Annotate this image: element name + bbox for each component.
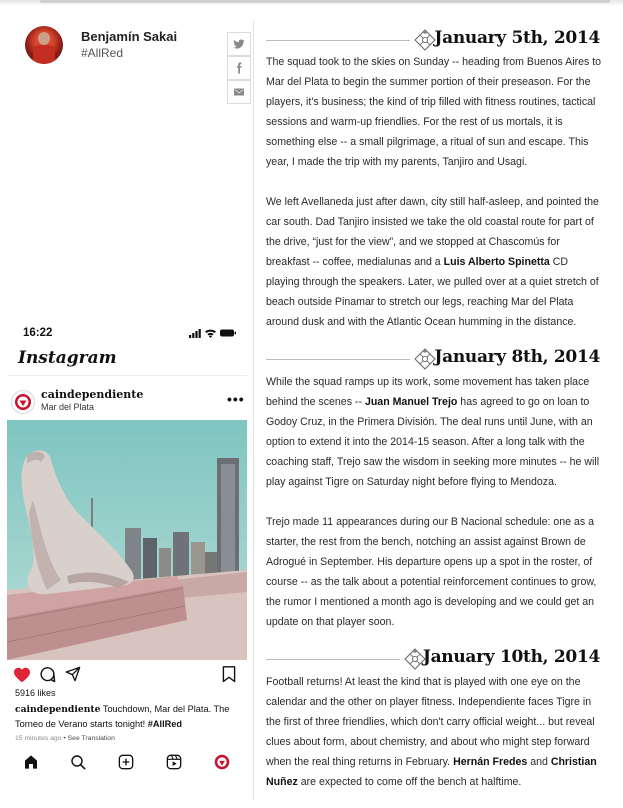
entry-paragraph: Trejo made 11 appearances during our B Nacional schedule: one as a starter, the rest from the bench, notching an assist against Brown de Adrogué in September. His departure opens up a spot in the roster, of course -- as the talk about a potential reinforcement continues to grow, the rumor I mentioned a month ago is developing and we could get an update on that player soon. bbox=[266, 516, 597, 628]
entry-date: January 5th, 2014 bbox=[434, 28, 600, 48]
header-divider bbox=[7, 375, 247, 376]
paragraph-bold: Hernán Fredes bbox=[453, 756, 528, 768]
caption-text: Touchdown, Mar del Plata. The Torneo de Verano starts tonight! bbox=[15, 704, 230, 729]
like-count[interactable]: 5916 likes bbox=[15, 688, 56, 698]
entry-header bbox=[266, 28, 600, 52]
caption-hashtag[interactable]: #AllRed bbox=[147, 719, 183, 729]
author-handle[interactable]: #AllRed bbox=[81, 46, 124, 60]
club-badge-icon bbox=[12, 391, 34, 413]
author-avatar[interactable] bbox=[25, 26, 63, 64]
paragraph-text: CD playing through the speakers. Later, we pulled over at a quiet stretch of beach outside Pinamar to stretch our legs, reaching Mar del Plata around dusk and with the Atlantic Ocean humming in the distance. bbox=[266, 256, 599, 328]
instagram-embed bbox=[7, 318, 247, 788]
like-heart-icon[interactable] bbox=[13, 667, 31, 683]
entry-header bbox=[266, 647, 600, 671]
facebook-icon bbox=[233, 62, 245, 74]
post-photo[interactable] bbox=[7, 420, 247, 660]
column-divider bbox=[253, 20, 254, 800]
twitter-icon bbox=[233, 38, 245, 50]
paragraph-bold: Christian Nuñez bbox=[266, 756, 597, 788]
entry-paragraph bbox=[266, 372, 602, 492]
entry-paragraph bbox=[266, 192, 602, 332]
author-name[interactable]: Benjamín Sakai bbox=[81, 29, 178, 44]
avatar-body bbox=[33, 45, 55, 64]
bookmark-icon[interactable] bbox=[222, 666, 236, 683]
new-post-icon[interactable] bbox=[118, 754, 134, 770]
post-avatar[interactable] bbox=[11, 390, 35, 414]
paragraph-bold: Juan Manuel Trejo bbox=[364, 396, 458, 408]
twitter-share-button[interactable] bbox=[227, 32, 251, 56]
email-share-button[interactable] bbox=[227, 80, 251, 104]
entry-paragraph bbox=[266, 672, 602, 792]
paragraph-text: and bbox=[527, 756, 551, 768]
status-bar-icons bbox=[189, 327, 237, 339]
paragraph-text: Football returns! At least the kind that is played with one eye on the calendar and the other on player fitness. Independiente faces Tigre in the first of three friendlies, which don't carry official weight... but reveal clues about form, about chemistry, and about who might step forward when the real thing returns in February. bbox=[266, 676, 595, 768]
more-options-icon[interactable]: ••• bbox=[227, 391, 245, 407]
entry-paragraph: The squad took to the skies on Sunday -- heading from Buenos Aires to Mar del Plata to begin the summer portion of their preseason. For the players, it's business; the kind of trip filled with fitness routines, tactical sessions and warm-up friendlies. For the rest of us mortals, it is something else -- a small pilgrimage, a ritual of sun and escape. This year, I made the trip with my parents, Tanjiro and Usagi. bbox=[266, 56, 602, 168]
reels-icon[interactable] bbox=[166, 754, 182, 770]
facebook-share-button[interactable] bbox=[227, 56, 251, 80]
paragraph-text: We left Avellaneda just after dawn, city still half-asleep, and pointed the car south. Dad Tanjiro insisted we take the old coastal route for part of the drive, “just for the view”, and we stopped at Chascomús for breakfast -- coffee, medialunas and a bbox=[266, 196, 599, 268]
header-rule bbox=[266, 659, 400, 660]
header-rule bbox=[266, 359, 410, 360]
paragraph-text: While the squad ramps up its work, some movement has taken place behind the scenes -- bbox=[266, 376, 590, 408]
profile-badge-icon[interactable] bbox=[214, 754, 230, 770]
comment-icon[interactable] bbox=[39, 666, 56, 683]
see-translation-link[interactable]: • See Translation bbox=[61, 735, 115, 742]
post-time bbox=[15, 735, 115, 742]
post-location[interactable]: Mar del Plata bbox=[41, 402, 95, 412]
search-icon[interactable] bbox=[70, 754, 86, 770]
email-icon bbox=[233, 86, 245, 98]
post-caption bbox=[15, 702, 241, 731]
instagram-logo: Instagram bbox=[18, 348, 117, 368]
club-emblem-icon bbox=[414, 29, 436, 51]
share-direct-icon[interactable] bbox=[65, 666, 81, 682]
time-ago-text: 15 minutes ago bbox=[15, 735, 62, 742]
home-icon[interactable] bbox=[23, 754, 39, 770]
entry-date: January 10th, 2014 bbox=[422, 647, 600, 667]
paragraph-text: has agreed to go on loan to Godoy Cruz, in the Primera División. The deal runs until June, with an option to extend it into the 2014-15 season. After a long talk with the coaching staff, Trejo saw the wisdom in seeking more minutes -- he will play against Tigre on Saturday night before flying to Mendoza. bbox=[266, 396, 600, 488]
post-username[interactable]: caindependiente bbox=[41, 388, 144, 401]
avatar-head bbox=[38, 32, 50, 45]
header-rule bbox=[266, 40, 410, 41]
paragraph-bold: Luis Alberto Spinetta bbox=[443, 256, 550, 268]
entry-date: January 8th, 2014 bbox=[434, 347, 600, 367]
paragraph-text: are expected to come off the bench at halftime. bbox=[297, 776, 522, 788]
club-emblem-icon bbox=[414, 348, 436, 370]
caption-username[interactable]: caindependiente bbox=[15, 704, 101, 715]
status-time: 16:22 bbox=[23, 327, 53, 339]
entry-header bbox=[266, 347, 600, 371]
top-rule bbox=[40, 0, 610, 3]
